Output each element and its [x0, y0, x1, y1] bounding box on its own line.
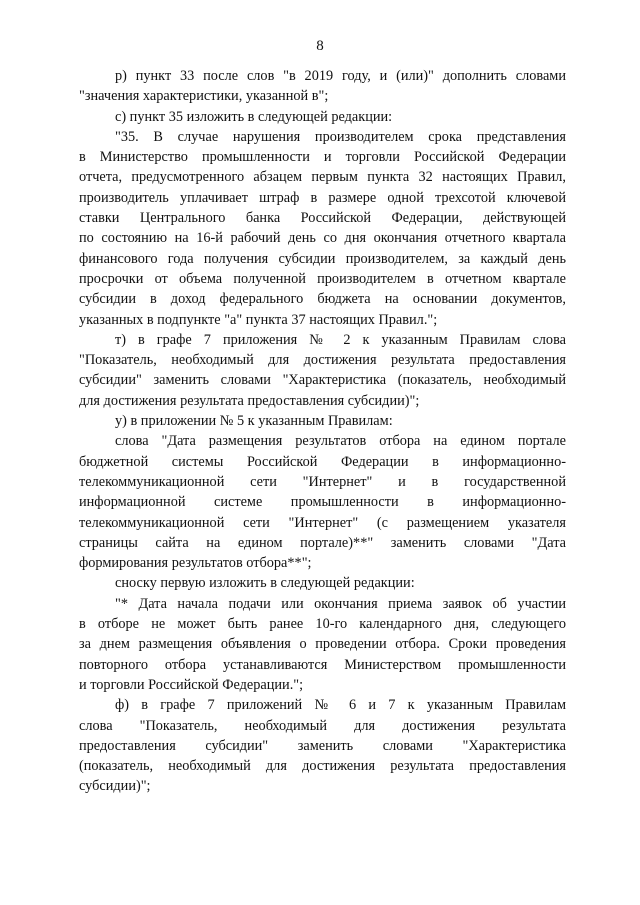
- text-line: страницы сайта на едином портале)**" заменить словами "Дата: [79, 534, 566, 551]
- text-line: р) пункт 33 после слов "в 2019 году, и (или)" дополнить словами: [115, 68, 566, 84]
- text-line: "Показатель, необходимый для достижения результата предоставления: [79, 352, 566, 369]
- text-line: отчета, предусмотренного абзацем первым пункта 32 настоящих Правил,: [79, 169, 566, 186]
- text-line: в отборе не может быть ранее 10-го календарного дня, следующего: [79, 616, 566, 633]
- text-line: по состоянию на 16-й рабочий день со дня окончания отчетного квартала: [79, 230, 566, 247]
- text-line: производитель уплачивает штраф в размере одной трехсотой ключевой: [79, 189, 566, 206]
- text-line: ф) в графе 7 приложений № 6 и 7 к указанным Правилам: [115, 697, 566, 714]
- text-line: у) в приложении № 5 к указанным Правилам:: [115, 413, 393, 430]
- page-number: 8: [316, 38, 324, 54]
- text-line: телекоммуникационной сети "Интернет" (с размещением указателя: [79, 514, 566, 531]
- text-line: слова "Показатель, необходимый для достижения результата: [79, 717, 566, 734]
- text-line: сноску первую изложить в следующей редакции:: [115, 575, 415, 592]
- text-line: просрочки от объема полученной производителем в отчетном квартале: [79, 270, 566, 287]
- text-line: "значения характеристики, указанной в";: [79, 88, 329, 105]
- text-line: предоставления субсидии" заменить словами "Характеристика: [79, 737, 566, 754]
- text-line: указанных в подпункте "а" пункта 37 настоящих Правил.";: [79, 311, 438, 328]
- document-body: [79, 66, 566, 797]
- text-line: в Министерство промышленности и торговли Российской Федерации: [79, 149, 566, 166]
- text-line: (показатель, необходимый для достижения результата предоставления: [79, 758, 566, 775]
- text-line: и торговли Российской Федерации.";: [79, 676, 304, 693]
- text-line: субсидии в доход федерального бюджета на основании документов,: [79, 291, 566, 308]
- text-line: бюджетной системы Российской Федерации в информационно-: [79, 453, 566, 470]
- text-line: за днем размещения объявления о проведении отбора. Сроки проведения: [79, 636, 566, 653]
- text-line: информационной системе промышленности в информационно-: [79, 494, 566, 511]
- text-line: субсидии" заменить словами "Характеристика (показатель, необходимый: [79, 372, 566, 389]
- text-line: "* Дата начала подачи или окончания приема заявок об участии: [115, 595, 566, 612]
- text-line: "35. В случае нарушения производителем срока представления: [115, 128, 566, 145]
- text-line: формирования результатов отбора**";: [79, 555, 312, 572]
- text-line: субсидии)";: [79, 778, 151, 795]
- text-line: повторного отбора устанавливаются Министерством промышленности: [79, 656, 566, 673]
- text-line: т) в графе 7 приложения № 2 к указанным Правилам слова: [115, 331, 566, 348]
- text-line: финансового года получения субсидии производителем, за каждый день: [79, 250, 566, 267]
- text-line: ставки Центрального банка Российской Федерации, действующей: [79, 210, 566, 227]
- text-line: для достижения результата предоставления субсидии)";: [79, 392, 420, 409]
- text-line: слова "Дата размещения результатов отбора на едином портале: [115, 433, 566, 450]
- text-line: с) пункт 35 изложить в следующей редакции:: [115, 108, 393, 125]
- text-line: телекоммуникационной сети "Интернет" и в государственной: [79, 473, 566, 490]
